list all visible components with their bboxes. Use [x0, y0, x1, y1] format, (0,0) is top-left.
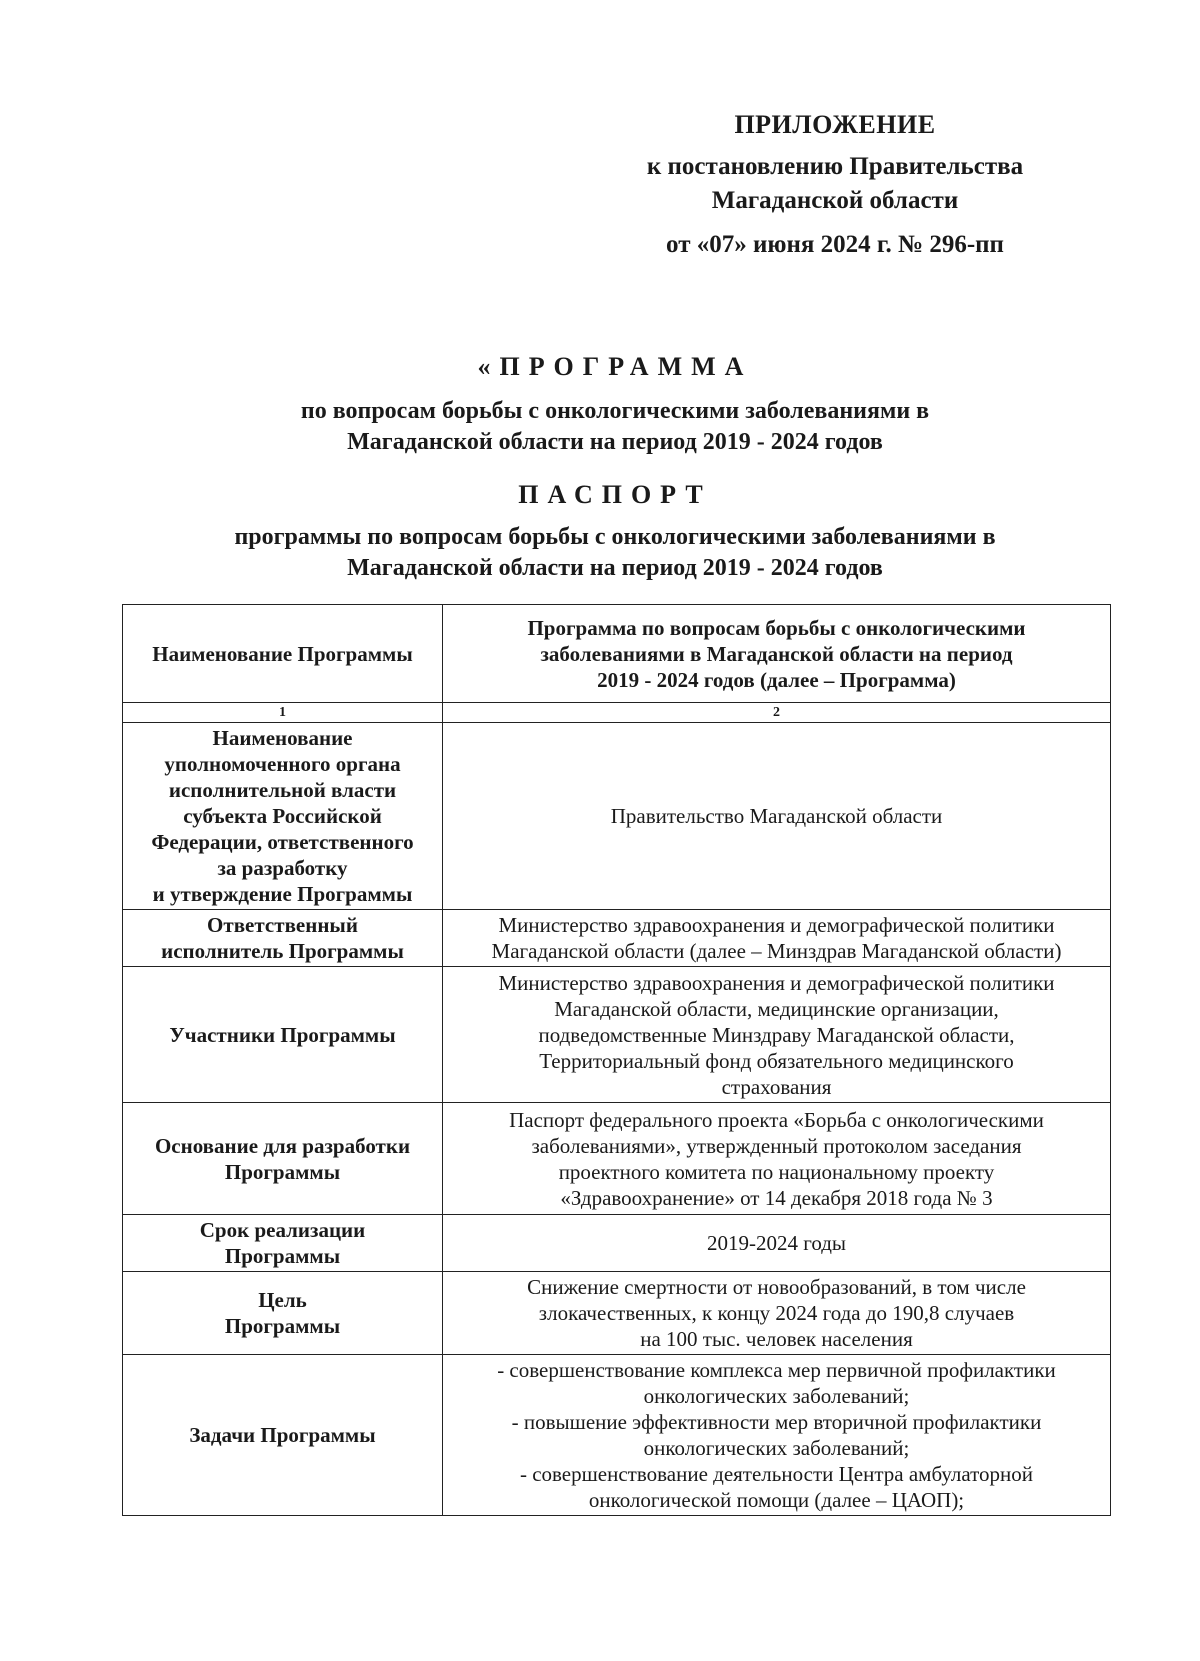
table-row-term: [123, 1215, 1111, 1272]
row-value-line: заболеваниями», утвержденный протоколом заседания: [531, 1133, 1022, 1158]
row-value-line: - совершенствование комплекса мер первичной профилактики: [497, 1358, 1056, 1382]
row-value-line: онкологической помощи (далее – ЦАОП);: [588, 1488, 965, 1512]
row-label-cell: [123, 910, 443, 967]
row-label-line: и утверждение Программы: [152, 882, 413, 906]
column-number-row: [123, 703, 1111, 723]
program-subtitle-line-2: Магаданской области на период 2019 - 2024 годов: [347, 429, 883, 455]
row-label-cell: [123, 1272, 443, 1355]
appendix-line-1: к постановлению Правительства: [646, 153, 1024, 180]
row-value-line: злокачественных, к концу 2024 года до 190,8 случаев: [538, 1301, 1015, 1325]
row-label-line: Наименование: [212, 726, 353, 750]
row-value-line: Паспорт федерального проекта «Борьба с онкологическими: [509, 1107, 1044, 1132]
program-subtitle: [120, 396, 1110, 458]
row-label-line: Ответственный: [207, 913, 358, 937]
header-value-cell: [443, 605, 1111, 703]
row-value-line: Министерство здравоохранения и демографической политики: [498, 913, 1055, 937]
appendix-title: ПРИЛОЖЕНИЕ: [734, 110, 936, 139]
row-label-cell: [123, 723, 443, 910]
row-label-line: Участники Программы: [169, 1022, 396, 1047]
row-label-line: Задачи Программы: [189, 1423, 376, 1447]
table-header-row: [123, 605, 1111, 703]
passport-title: ПАСПОРТ: [518, 480, 712, 509]
row-label-line: Срок реализации: [199, 1218, 366, 1242]
row-value-line: онкологических заболеваний;: [643, 1384, 910, 1408]
passport-table: [122, 604, 1111, 1516]
row-value-cell: [443, 967, 1111, 1103]
row-label-line: Программы: [224, 1314, 341, 1338]
row-value-cell: [443, 1272, 1111, 1355]
row-label-line: Основание для разработки: [154, 1133, 411, 1158]
row-label-cell: [123, 967, 443, 1103]
table-row-goal: [123, 1272, 1111, 1355]
row-label-cell: [123, 1215, 443, 1272]
row-label-line: субъекта Российской: [183, 804, 382, 828]
appendix-date: от «07» июня 2024 г. № 296-пп: [666, 231, 1004, 258]
row-value-line: на 100 тыс. человек населения: [640, 1327, 913, 1351]
appendix-line-2: Магаданской области: [711, 187, 959, 214]
table-row-executor: [123, 910, 1111, 967]
row-value-line: Магаданской области, медицинские организации,: [554, 996, 999, 1021]
row-value-cell: [443, 1103, 1111, 1215]
row-label-line: исполнитель Программы: [161, 939, 404, 963]
row-label-line: Программы: [224, 1159, 341, 1184]
row-value-line: - совершенствование деятельности Центра амбулаторной: [519, 1462, 1034, 1486]
row-value-line: Снижение смертности от новообразований, в том числе: [527, 1275, 1026, 1299]
header-value-line: заболеваниями в Магаданской области на период: [540, 641, 1013, 666]
row-value-cell: [443, 1215, 1111, 1272]
program-subtitle-line-1: по вопросам борьбы с онкологическими заболеваниями в: [300, 398, 930, 424]
row-label-cell: [123, 1355, 443, 1516]
row-value-line: проектного комитета по национальному проекту: [558, 1159, 995, 1184]
row-label-line: Программы: [224, 1244, 341, 1268]
table-row-authority: [123, 723, 1111, 910]
row-value-line: - повышение эффективности мер вторичной профилактики: [511, 1410, 1042, 1434]
row-value-line: Министерство здравоохранения и демографической политики: [498, 970, 1055, 995]
row-value-line: подведомственные Минздраву Магаданской области,: [538, 1022, 1015, 1047]
row-value-cell: [443, 1355, 1111, 1516]
column-number-1: 1: [123, 703, 443, 723]
table-row-participants: [123, 967, 1111, 1103]
appendix-block: [600, 108, 1070, 262]
header-value-line: 2019 - 2024 годов (далее – Программа): [597, 667, 956, 692]
table-row-tasks: [123, 1355, 1111, 1516]
row-value-line: 2019-2024 годы: [706, 1231, 847, 1255]
row-value-line: Правительство Магаданской области: [610, 804, 943, 828]
passport-subtitle-line-1: программы по вопросам борьбы с онкологическими заболеваниями в: [234, 524, 996, 550]
column-number-2: 2: [443, 703, 1111, 723]
row-value-line: «Здравоохранение» от 14 декабря 2018 года № 3: [560, 1185, 993, 1210]
program-title: «ПРОГРАММА: [477, 352, 753, 381]
row-value-line: страхования: [721, 1074, 832, 1099]
row-label-cell: [123, 1103, 443, 1215]
row-value-cell: [443, 723, 1111, 910]
row-value-line: Территориальный фонд обязательного медицинского: [539, 1048, 1014, 1073]
row-value-cell: [443, 910, 1111, 967]
row-label-line: за разработку: [217, 856, 348, 880]
row-label-line: Цель: [258, 1288, 307, 1312]
row-value-line: Магаданской области (далее – Минздрав Магаданской области): [491, 939, 1062, 963]
row-label-line: уполномоченного органа: [164, 752, 401, 776]
row-label-line: исполнительной власти: [168, 778, 397, 802]
row-label-line: Федерации, ответственного: [151, 830, 414, 854]
table-row-basis: [123, 1103, 1111, 1215]
header-value-line: Программа по вопросам борьбы с онкологическими: [527, 615, 1026, 640]
passport-subtitle-line-2: Магаданской области на период 2019 - 2024 годов: [347, 555, 883, 581]
row-value-line: онкологических заболеваний;: [643, 1436, 910, 1460]
header-label-cell: Наименование Программы: [123, 605, 443, 703]
passport-subtitle: [120, 522, 1110, 584]
